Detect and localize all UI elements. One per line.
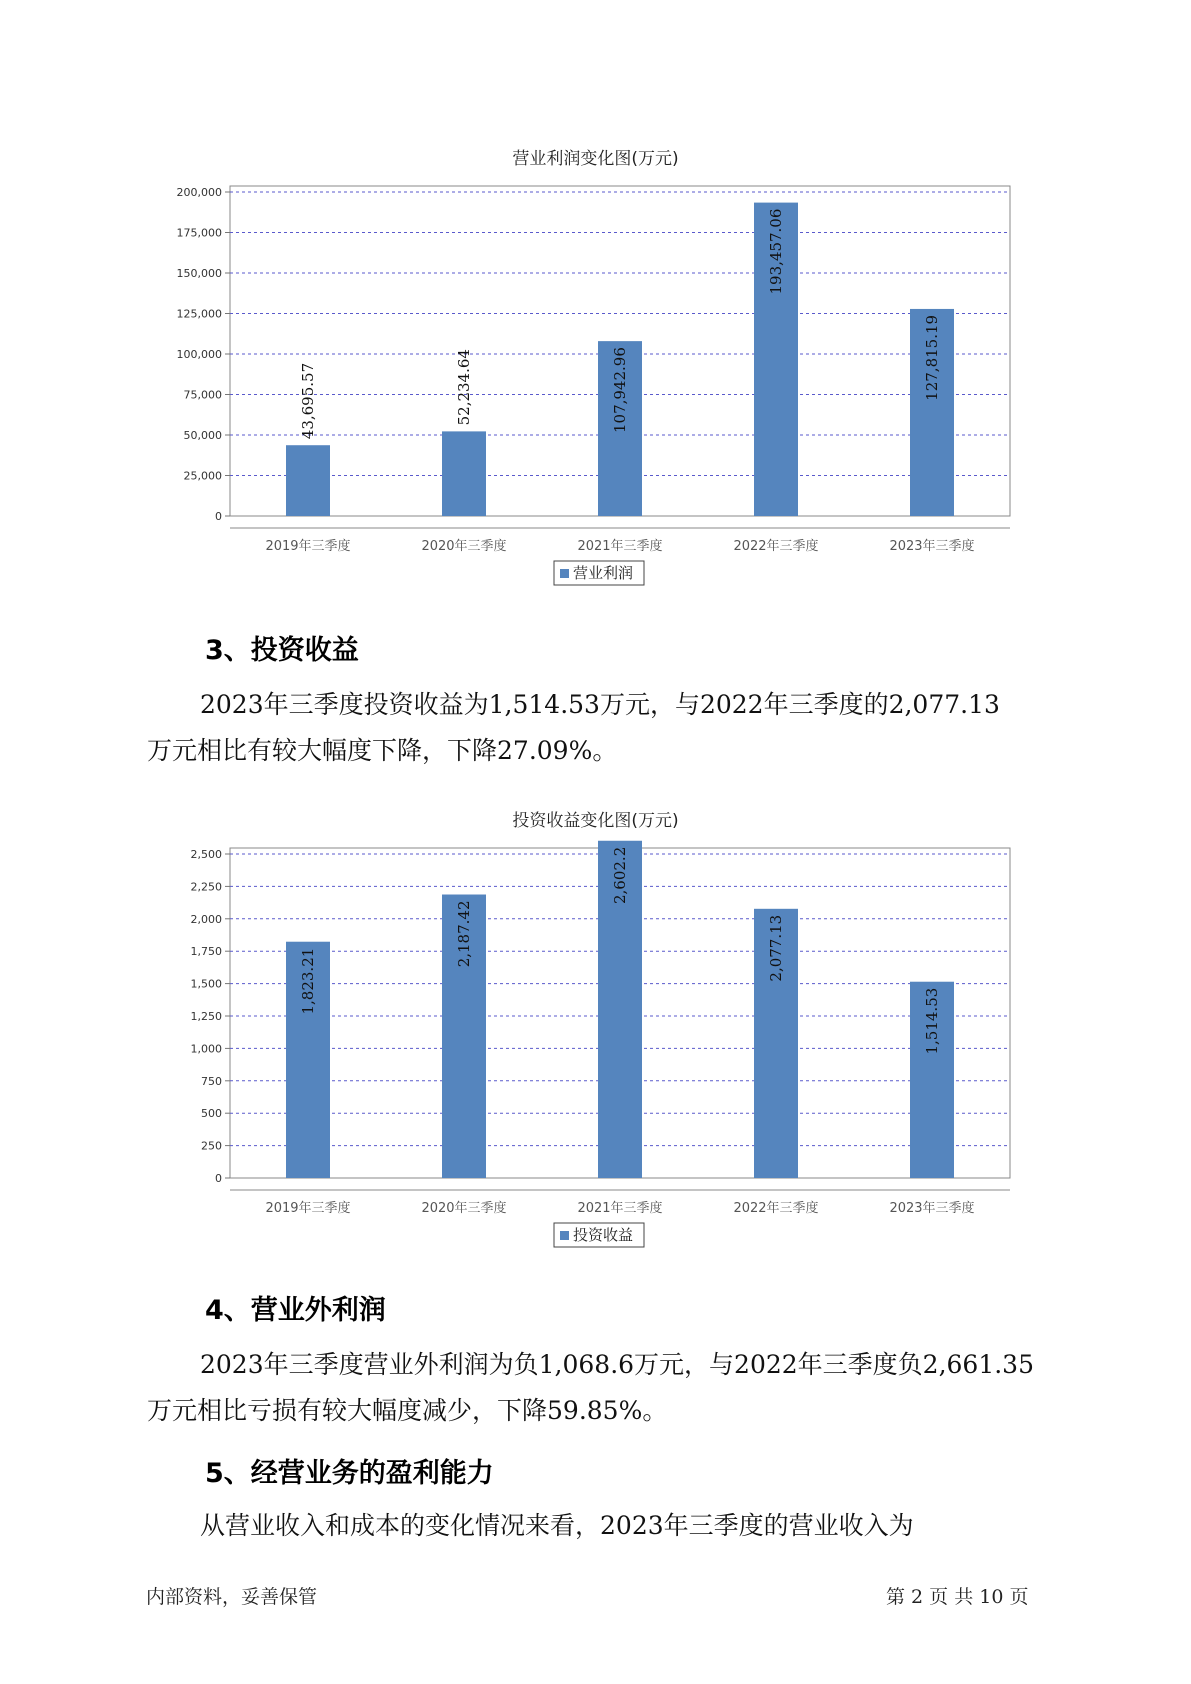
bar-value-label: 2,077.13 <box>767 914 785 982</box>
x-tick-label: 2023年三季度 <box>889 1201 975 1216</box>
bar-value-label: 2,187.42 <box>455 900 473 968</box>
section4-para-line2: 万元相比亏损有较大幅度减少，下降59.85%。 <box>147 1396 668 1425</box>
section5-para-line1: 从营业收入和成本的变化情况来看，2023年三季度的营业收入为 <box>200 1511 914 1540</box>
footer-note: 内部资料，妥善保管 <box>146 1586 318 1608</box>
x-tick-label: 2019年三季度 <box>265 1201 351 1216</box>
y-tick-label: 100,000 <box>176 348 222 361</box>
bar-value-label: 52,234.64 <box>455 349 473 426</box>
x-tick-label: 2023年三季度 <box>889 539 975 554</box>
y-tick-label: 1,500 <box>190 977 222 991</box>
y-tick-label: 125,000 <box>176 307 222 321</box>
y-tick-label: 0 <box>215 510 222 523</box>
bar-value-label: 1,514.53 <box>923 987 941 1055</box>
x-tick-label: 2022年三季度 <box>733 539 819 554</box>
x-tick-label: 2019年三季度 <box>265 539 351 554</box>
bar <box>442 431 486 516</box>
operating-profit-chart <box>0 170 1191 590</box>
bar-value-label: 127,815.19 <box>923 314 941 401</box>
y-tick-label: 500 <box>201 1107 222 1121</box>
section4-heading: 4、营业外利润 <box>205 1295 386 1326</box>
chart1-title: 营业利润变化图(万元) <box>512 149 679 169</box>
x-tick-label: 2020年三季度 <box>421 539 507 554</box>
section3-para-line2: 万元相比有较大幅度下降，下降27.09%。 <box>147 736 618 765</box>
section3-heading: 3、投资收益 <box>205 635 359 666</box>
x-tick-label: 2021年三季度 <box>577 1201 663 1216</box>
section5-heading: 5、经营业务的盈利能力 <box>205 1458 494 1489</box>
bar-value-label: 107,942.96 <box>611 347 629 434</box>
y-tick-label: 175,000 <box>176 226 222 240</box>
bar-value-label: 1,823.21 <box>299 947 317 1015</box>
x-tick-label: 2020年三季度 <box>421 1201 507 1216</box>
bar-value-label: 2,602.2 <box>611 846 629 905</box>
legend-label: 营业利润 <box>573 564 634 582</box>
y-tick-label: 150,000 <box>176 267 222 280</box>
y-tick-label: 25,000 <box>183 469 222 483</box>
section3-para-line1: 2023年三季度投资收益为1,514.53万元，与2022年三季度的2,077.13 <box>200 690 1000 719</box>
y-tick-label: 1,750 <box>190 945 222 959</box>
y-tick-label: 2,000 <box>190 912 222 926</box>
y-tick-label: 50,000 <box>183 429 222 442</box>
y-tick-label: 0 <box>215 1172 222 1185</box>
y-tick-label: 1,000 <box>190 1042 222 1056</box>
legend-swatch <box>560 1231 569 1240</box>
y-tick-label: 200,000 <box>176 186 222 199</box>
section4-para-line1: 2023年三季度营业外利润为负1,068.6万元，与2022年三季度负2,661.35 <box>200 1350 1034 1379</box>
y-tick-label: 2,250 <box>190 880 222 894</box>
page-number: 第 2 页 共 10 页 <box>886 1586 1029 1608</box>
y-tick-label: 2,500 <box>190 848 222 861</box>
chart2-title: 投资收益变化图(万元) <box>512 811 679 831</box>
x-tick-label: 2022年三季度 <box>733 1201 819 1216</box>
bar <box>286 445 330 516</box>
bar-value-label: 43,695.57 <box>299 362 317 440</box>
y-tick-label: 75,000 <box>183 388 222 402</box>
y-tick-label: 250 <box>201 1139 222 1153</box>
legend-label: 投资收益 <box>573 1226 634 1244</box>
y-tick-label: 1,250 <box>190 1010 222 1023</box>
legend-swatch <box>560 569 569 578</box>
bar-value-label: 193,457.06 <box>767 208 785 295</box>
y-tick-label: 750 <box>201 1074 222 1088</box>
x-tick-label: 2021年三季度 <box>577 539 663 554</box>
investment-income-chart <box>0 832 1191 1252</box>
